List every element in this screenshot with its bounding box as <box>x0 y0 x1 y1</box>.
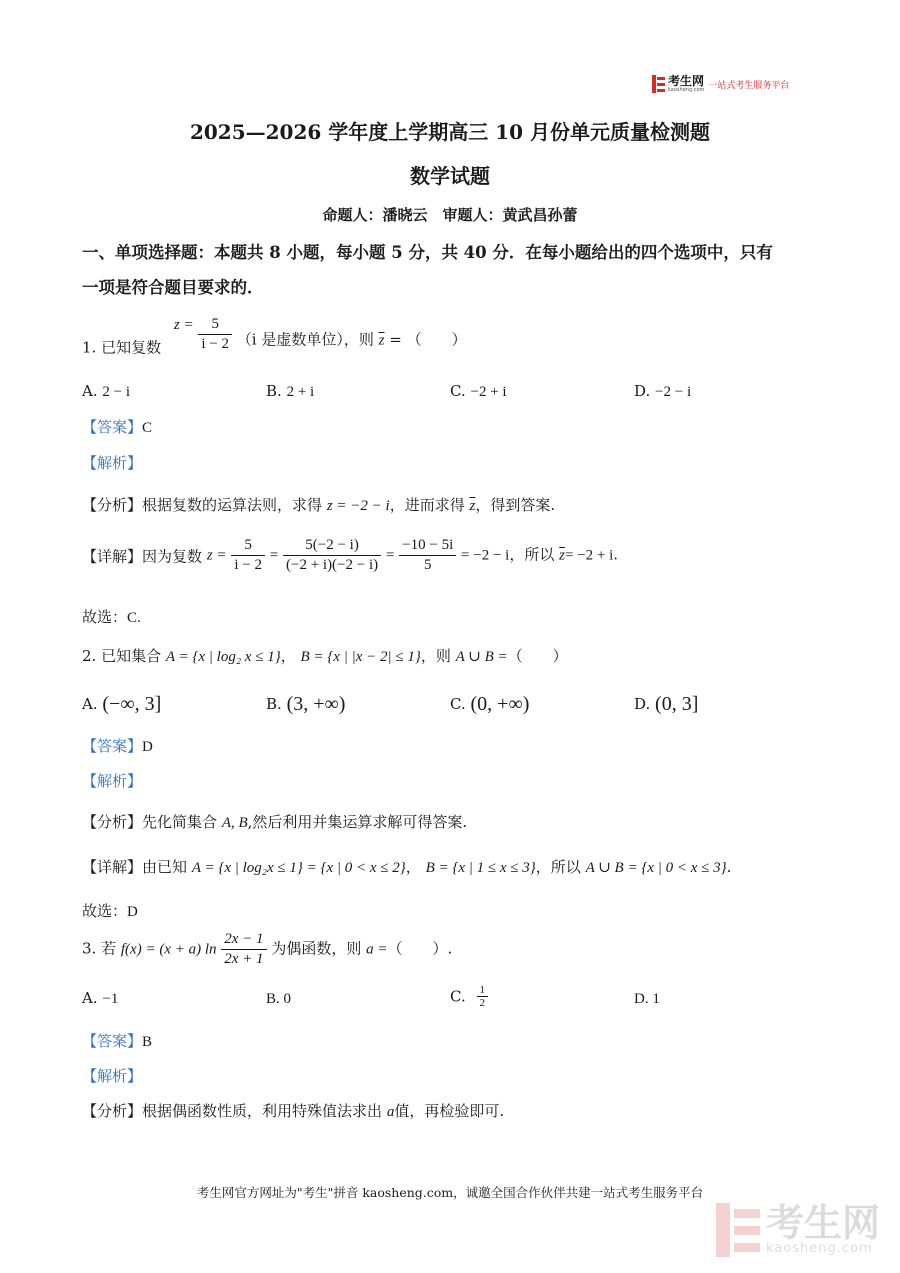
watermark-icon <box>716 1203 760 1257</box>
authors-line: 命题人：潘晓云 审题人：黄武昌孙蕾 <box>322 206 578 224</box>
q1-option-b: B. 2 + i <box>266 382 315 400</box>
q3-analysis-label: 【解析】 <box>82 1067 143 1085</box>
page-subtitle: 数学试题 <box>410 164 490 188</box>
section-heading-line1: 一、单项选择题：本题共 8 小题，每小题 5 分，共 40 分．在每小题给出的四个选项中，只有 <box>82 243 773 262</box>
q3-option-b: B. 0 <box>266 991 292 1007</box>
q1-stem: 1. 已知复数 z = $\frac{5}{i - 2}$ （i 是虚数单位），则 $\overline{z}$ = （ ） <box>82 316 467 357</box>
q2-stem: 2. 已知集合 A = {x | log₂ x ≤ 1}， B = {x | |x − 2| ≤ 1}，则 A ∪ B =（ ） <box>82 647 568 665</box>
q3-fenxi: 【分析】根据偶函数性质，利用特殊值法求出 a值，再检验即可. <box>82 1102 505 1120</box>
q3-stem: 3. 若 f(x) = (x + a) ln $\frac{2x - 1}{2x + 1}$ 为偶函数，则 a =（ ）. <box>82 931 453 967</box>
q2-answer: 【答案】D <box>82 737 153 755</box>
q3-option-a: A. −1 <box>82 989 119 1007</box>
watermark-name: 考生网 <box>766 1201 881 1245</box>
q3-option-c: C. $\frac{1}{2}$ <box>450 984 488 1009</box>
logo-icon <box>652 75 665 93</box>
q1-fraction: $\frac{5}{i - 2}$ <box>198 315 232 354</box>
q3-option-d: D. 1 <box>634 991 660 1007</box>
q1-option-c: C. −2 + i <box>450 382 507 400</box>
q2-option-a: A. (−∞, 3] <box>82 693 162 715</box>
q2-detail: 【详解】由已知 A = {x | log₂x ≤ 1} = {x | 0 < x ≤ 2}， B = {x | 1 ≤ x ≤ 3}，所以 A ∪ B = {x | 0 < x ≤ 3}. <box>82 858 732 876</box>
q1-option-a: A. 2 − i <box>82 382 131 400</box>
page-title: 2025—2026 学年度上学期高三 10 月份单元质量检测题 <box>189 120 711 144</box>
header-logo <box>652 73 789 95</box>
section-heading-line2: 一项是符合题目要求的． <box>82 278 264 297</box>
q1-answer: 【答案】C <box>82 418 153 436</box>
q1-chosen: 故选：C. <box>82 608 141 626</box>
logo-name: 考生网 <box>668 73 705 88</box>
q2-analysis-label: 【解析】 <box>82 772 143 790</box>
q1-detail: 【详解】因为复数 z = $\frac{5}{i - 2}$ = $\frac{5(-2 - i)}{(-2 + i)(-2 - i)}$ = $\frac{-10 - 5i}{5}$ = −2 − i，所以 $\overline{z}= -2 + i$. <box>82 537 619 573</box>
q2-option-d: D. (0, 3] <box>634 693 699 715</box>
q2-option-c: C. (0, +∞) <box>450 693 530 715</box>
q1-fenxi: 【分析】根据复数的运算法则，求得 z = −2 − i，进而求得 $\overline{z}$，得到答案. <box>82 496 556 514</box>
watermark-logo <box>716 1203 880 1257</box>
q3-answer: 【答案】B <box>82 1032 153 1050</box>
logo-slogan: 一站式考生服务平台 <box>708 80 790 91</box>
q1-option-d: D. −2 − i <box>634 382 692 400</box>
q1-analysis-label: 【解析】 <box>82 454 143 472</box>
q2-chosen: 故选：D <box>82 902 138 920</box>
logo-domain: kaosheng.com <box>668 86 705 93</box>
page-footer: 考生网官方网址为"考生"拼音 kaosheng.com，诚邀全国合作伙伴共建一站式考生服务平台 <box>196 1185 704 1200</box>
q2-fenxi: 【分析】先化简集合 A, B,然后利用并集运算求解可得答案. <box>82 813 468 831</box>
q2-option-b: B. (3, +∞) <box>266 693 346 715</box>
watermark-domain: kaosheng.com <box>766 1241 873 1256</box>
